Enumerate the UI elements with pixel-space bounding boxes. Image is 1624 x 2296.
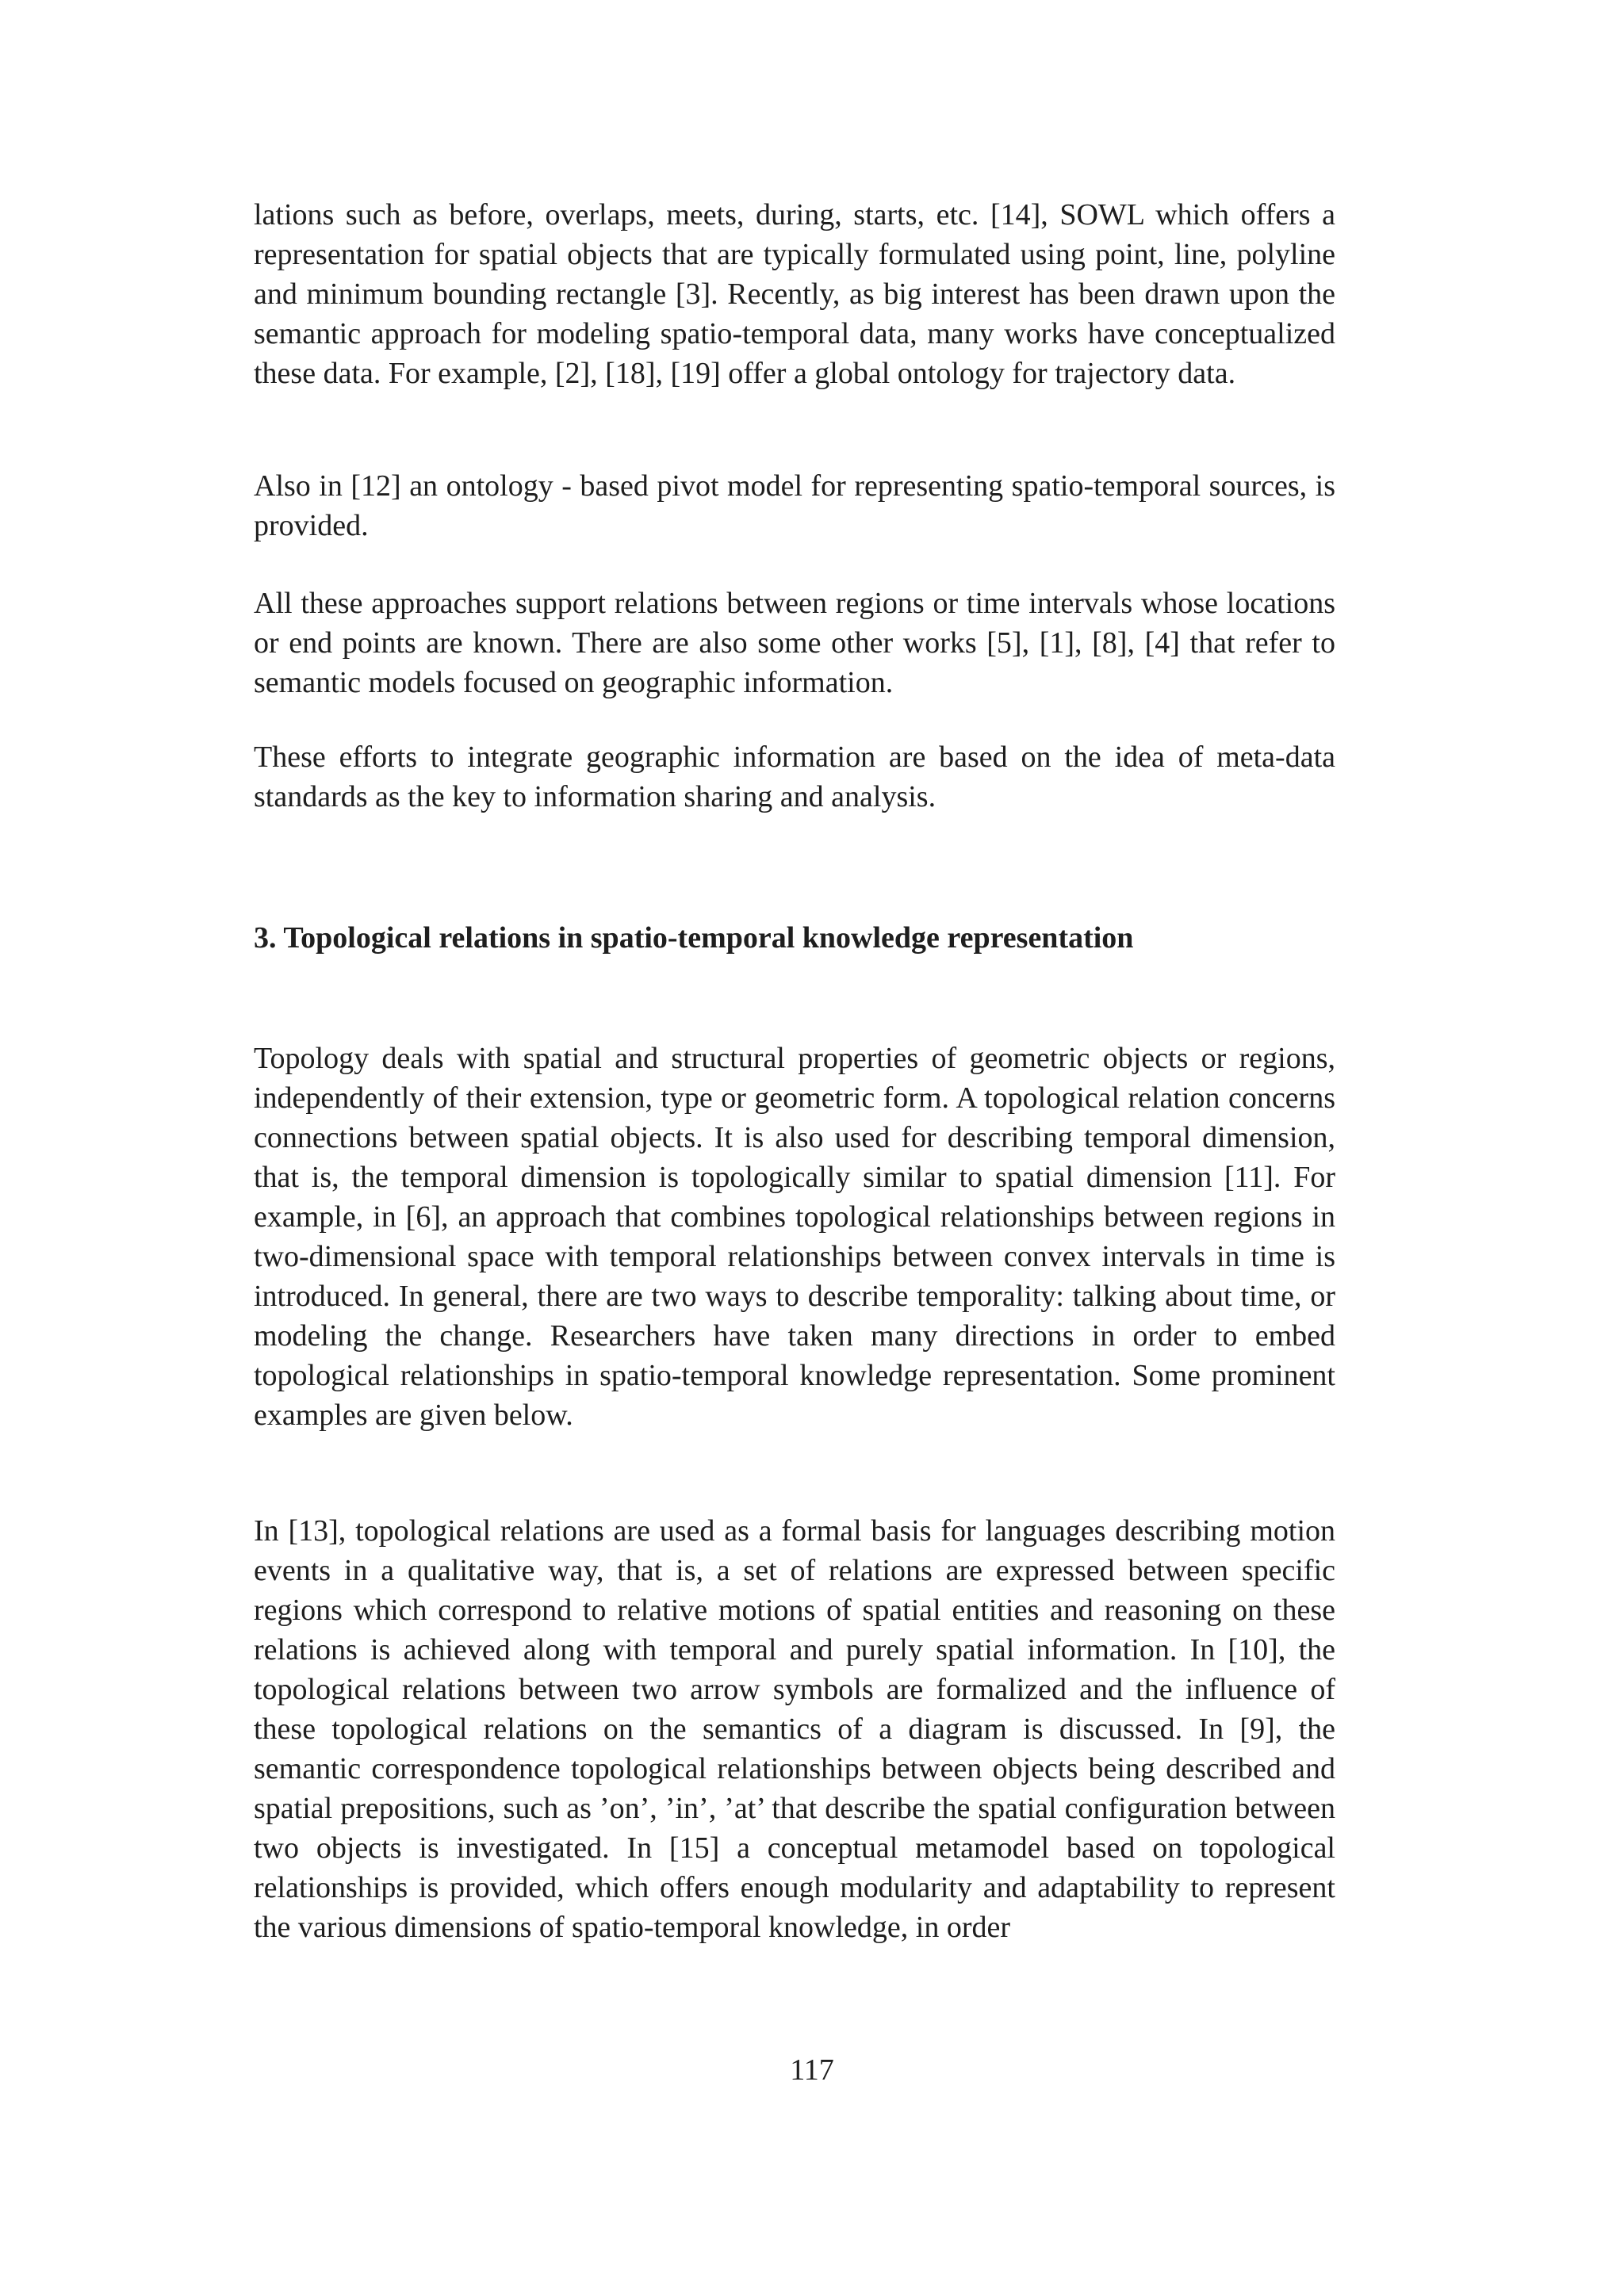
paragraph-related-work-continued: lations such as before, overlaps, meets, during, starts, etc. [14], SOWL which offers a representation for spatial objects that are typically formulated using point, line, polyline and minimum bounding rectangle [3]. Recently, as big interest has been drawn upon the semantic approach for modeling spatio-temporal data, many works have conceptualized these data. For example, [2], [18], [19] offer a global ontology for trajectory data. xyxy=(254,198,1335,390)
section-heading: 3. Topological relations in spatio-temporal knowledge representation xyxy=(254,921,1134,955)
paragraph-pivot-model: Also in [12] an ontology - based pivot model for representing spatio-temporal sources, is provided. xyxy=(254,469,1335,542)
paragraph-integration-efforts: These efforts to integrate geographic information are based on the idea of meta-data standards as the key to information sharing and analysis. xyxy=(254,740,1335,813)
paragraph-topology-definition: Topology deals with spatial and structural properties of geometric objects or regions, independently of their extension, type or geometric form. A topological relation concerns connections between spatial objects. It is also used for describing temporal dimension, that is, the temporal dimension is topologically similar to spatial dimension [11]. For example, in [6], an approach that combines topological relationships between regions in two-dimensional space with temporal relationships between convex intervals in time is introduced. In general, there are two ways to describe temporality: talking about time, or modeling the change. Researchers have taken many directions in order to embed topological relationships in spatio-temporal knowledge representation. Some prominent examples are given below. xyxy=(254,1042,1335,1432)
paragraph-topology-examples: In [13], topological relations are used as a formal basis for languages describing motion events in a qualitative way, that is, a set of relations are expressed between specific regions which correspond to relative motions of spatial entities and reasoning on these relations is achieved along with temporal and purely spatial information. In [10], the topological relations between two arrow symbols are formalized and the influence of these topological relations on the semantics of a diagram is discussed. In [9], the semantic correspondence topological relationships between objects being described and spatial prepositions, such as ’on’, ’in’, ’at’ that describe the spatial configuration between two objects is investigated. In [15] a conceptual metamodel based on topological relationships is provided, which offers enough modularity and adaptability to represent the various dimensions of spatio-temporal knowledge, in order xyxy=(254,1514,1335,1944)
paragraph-approaches-support: All these approaches support relations between regions or time intervals whose locations or end points are known. There are also some other works [5], [1], [8], [4] that refer to semantic models focused on geographic information. xyxy=(254,587,1335,699)
page-number: 117 xyxy=(790,2053,834,2087)
